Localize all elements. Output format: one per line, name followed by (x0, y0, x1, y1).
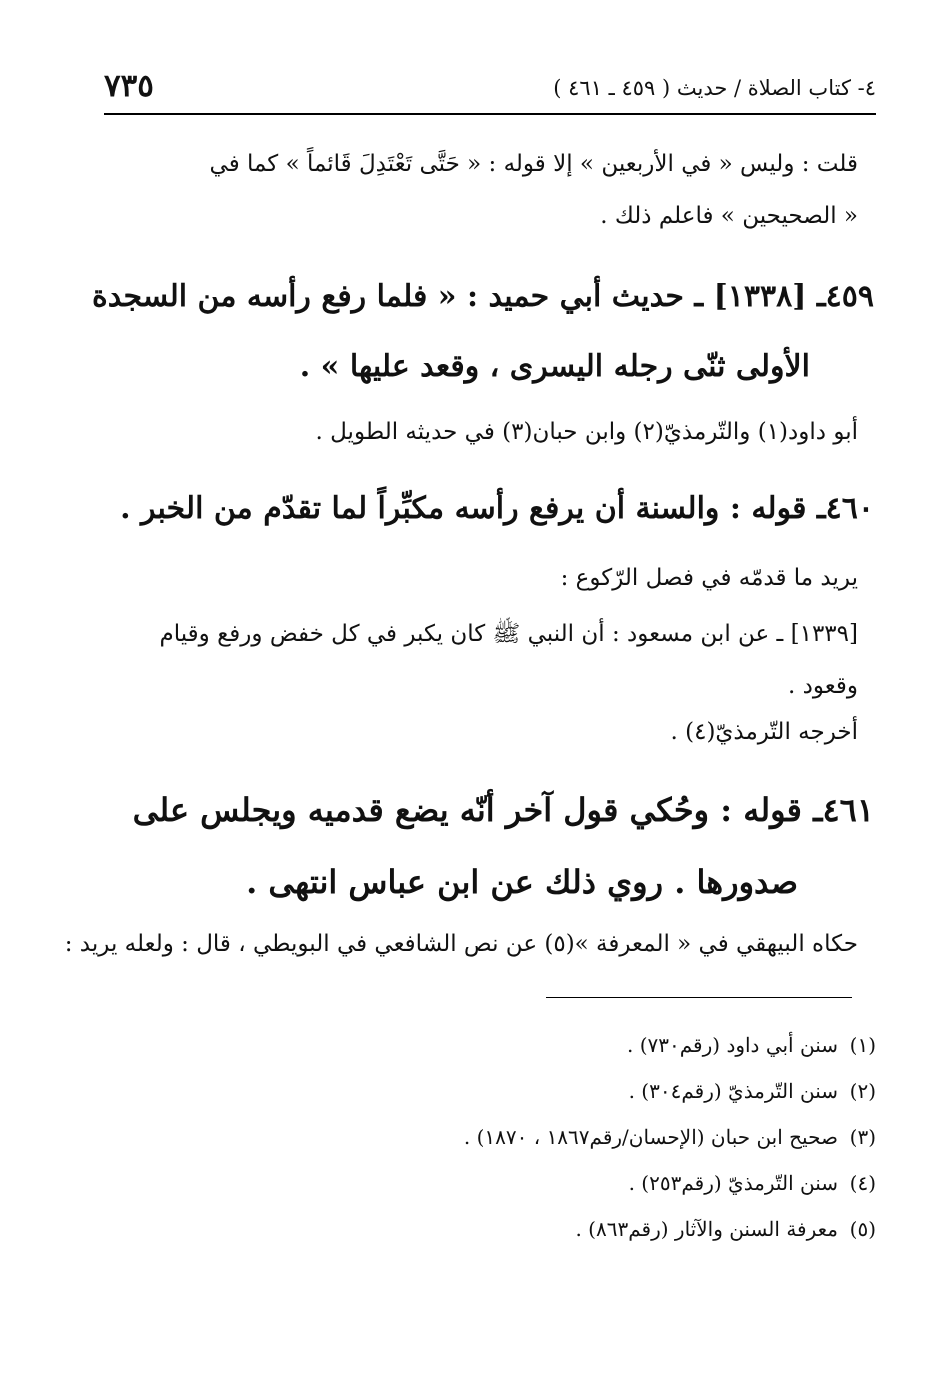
text-line: حكاه البيهقي في « المعرفة »(٥) عن نص الشافعي في البويطي ، قال : ولعله يريد : (64, 931, 858, 957)
paragraph-459-sources (78, 406, 858, 458)
text-line: أخرجه التّرمذيّ(٤) . (670, 719, 858, 745)
heading-460 (74, 474, 874, 544)
footnote-text: معرفة السنن والآثار (رقم٨٦٣) . (575, 1217, 838, 1241)
heading-line: ٤٥٩ـ [١٣٣٨] ـ حديث أبي حميد : « فلما رفع رأسه من السجدة (92, 279, 874, 314)
running-header (104, 66, 876, 110)
footnote-item (276, 1206, 876, 1252)
footnote-text: سنن أبي داود (رقم٧٣٠) . (626, 1033, 838, 1057)
footnote-item (276, 1160, 876, 1206)
heading-459 (74, 262, 874, 402)
text-line: قلت : وليس « في الأربعين » إلا قوله : « حَتَّى تَعْتَدِلَ قَائماً » كما في (209, 151, 858, 177)
heading-line: ٤٦١ـ قوله : وحُكي قول آخر أنّه يضع قدميه ويجلس على (132, 791, 874, 829)
running-header-title: ٤- كتاب الصلاة / حديث ( ٤٥٩ ـ ٤٦١ ) (553, 76, 876, 100)
footnote-number: (٣) (849, 1125, 876, 1149)
paragraph-460-source (78, 706, 858, 758)
paragraph-460-hadith (78, 608, 858, 712)
footnote-text: سنن التّرمذيّ (رقم٢٥٣) . (628, 1171, 838, 1195)
footnote-text: صحيح ابن حبان (الإحسان/رقم١٨٦٧ ، ١٨٧٠) . (463, 1125, 838, 1149)
footnote-item (276, 1114, 876, 1160)
paragraph-461 (64, 918, 858, 970)
heading-line: ٤٦٠ـ قوله : والسنة أن يرفع رأسه مكبِّراً لما تقدّم من الخبر . (120, 491, 874, 526)
footnote-item (276, 1022, 876, 1068)
footnote-item (276, 1068, 876, 1114)
page-number: ٧٣٥ (104, 68, 154, 104)
text-line: وقعود . (788, 673, 858, 699)
footnote-text: سنن التّرمذيّ (رقم٣٠٤) . (628, 1079, 838, 1103)
text-line: « الصحيحين » فاعلم ذلك . (600, 203, 858, 229)
footnotes (276, 1022, 876, 1252)
text-line: أبو داود(١) والتّرمذيّ(٢) وابن حبان(٣) في حديثه الطويل . (315, 419, 858, 445)
footnote-number: (١) (849, 1033, 876, 1057)
footnote-number: (٤) (849, 1171, 876, 1195)
paragraph-note (90, 138, 858, 242)
text-line: يريد ما قدمّه في فصل الرّكوع : (560, 565, 858, 591)
heading-line: صدورها . روي ذلك عن ابن عباس انتهى . (246, 863, 798, 901)
heading-line: الأولى ثنّى رجله اليسرى ، وقعد عليها » . (299, 349, 810, 384)
footnote-number: (٢) (849, 1079, 876, 1103)
text-line: [١٣٣٩] ـ عن ابن مسعود : أن النبي ﷺ كان يكبر في كل خفض ورفع وقيام (159, 621, 858, 647)
paragraph-460-intro (78, 552, 858, 604)
footnote-separator (546, 997, 852, 998)
footnote-number: (٥) (849, 1217, 876, 1241)
heading-461 (74, 774, 874, 918)
header-rule (104, 113, 876, 115)
